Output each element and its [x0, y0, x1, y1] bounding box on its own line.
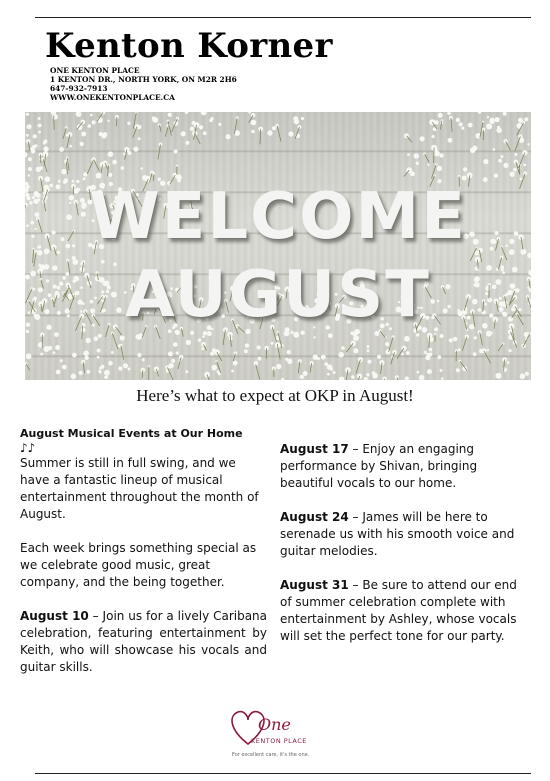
flower-blossom — [486, 124, 492, 130]
flower-blossom — [525, 372, 529, 376]
flower-blossom — [83, 172, 87, 176]
flower-blossom — [121, 166, 125, 170]
address-block — [50, 66, 237, 102]
flower-blossom — [328, 333, 333, 338]
flower-blossom — [138, 137, 141, 140]
flower-stem — [121, 346, 124, 360]
flower-blossom — [416, 162, 419, 165]
flower-blossom — [107, 120, 109, 122]
flower-stem — [165, 126, 168, 137]
event-description: – James will be here to serenade us with his smooth voice and guitar melodies. — [280, 510, 515, 558]
flower-blossom — [474, 336, 477, 339]
flower-blossom — [271, 342, 274, 345]
flower-blossom — [287, 350, 291, 354]
flower-blossom — [498, 159, 502, 163]
flower-blossom — [434, 151, 440, 157]
address-line: 1 KENTON DR., NORTH YORK, ON M2R 2H6 — [50, 75, 237, 84]
flower-blossom — [97, 349, 101, 353]
subtitle: Here’s what to expect at OKP in August! — [136, 386, 414, 405]
flower-blossom — [199, 125, 203, 129]
flower-blossom — [353, 348, 358, 353]
flower-blossom — [324, 362, 328, 366]
flower-blossom — [276, 364, 281, 369]
flower-blossom — [427, 369, 432, 374]
flower-blossom — [245, 343, 249, 347]
event-august-24 — [280, 509, 532, 560]
flower-blossom — [168, 113, 172, 117]
website-line: WWW.ONEKENTONPLACE.CA — [50, 93, 175, 102]
flower-stem — [195, 133, 200, 144]
flower-blossom — [133, 147, 138, 152]
flower-blossom — [449, 338, 453, 342]
flower-blossom — [524, 117, 528, 121]
flower-blossom — [428, 353, 432, 357]
event-august-17 — [280, 441, 532, 492]
flower-blossom — [104, 370, 110, 376]
flower-blossom — [417, 371, 420, 374]
flower-blossom — [434, 120, 438, 124]
flower-stem — [484, 351, 491, 363]
flower-blossom — [62, 365, 67, 370]
flower-blossom — [43, 140, 47, 144]
flower-stem — [63, 128, 66, 139]
flower-blossom — [86, 370, 90, 374]
flower-blossom — [181, 131, 186, 136]
flower-stem — [391, 352, 395, 364]
flower-blossom — [459, 122, 463, 126]
flower-blossom — [385, 342, 389, 346]
flower-blossom — [168, 351, 173, 356]
flower-blossom — [503, 139, 507, 143]
flower-blossom — [338, 352, 344, 358]
event-description: – Be sure to attend our end of summer celebration complete with entertainment by Ashley, whose vocals will set the perfect tone for our party. — [280, 578, 517, 643]
flower-stem — [462, 337, 467, 351]
flower-blossom — [190, 127, 194, 131]
flower-stem — [346, 343, 353, 352]
flower-stem — [67, 158, 69, 171]
flower-blossom — [301, 117, 304, 120]
flower-blossom — [473, 352, 477, 356]
flower-blossom — [185, 112, 189, 114]
flower-blossom — [201, 112, 207, 115]
flower-blossom — [101, 133, 106, 138]
flower-blossom — [468, 123, 473, 128]
flower-blossom — [142, 358, 145, 361]
flower-blossom — [248, 112, 251, 114]
event-description: – Enjoy an engaging performance by Shivan, bringing beautiful vocals to our home. — [280, 442, 478, 490]
flower-blossom — [513, 168, 517, 172]
flower-blossom — [441, 377, 444, 380]
event-description: – Join us for a lively Caribana celebration, featuring entertainment by Keith, who will showcase his vocals and guitar skills. — [20, 609, 268, 674]
flower-stem — [178, 357, 181, 369]
flower-stem — [407, 136, 412, 143]
flower-blossom — [210, 352, 214, 356]
flower-blossom — [76, 112, 82, 117]
flower-blossom — [37, 124, 40, 127]
flower-blossom — [171, 359, 175, 363]
flower-blossom — [272, 126, 276, 130]
flower-stem — [167, 367, 174, 380]
flower-blossom — [79, 371, 83, 375]
intro-paragraph: Summer is still in full swing, and we have a fantastic lineup of musical entertainment throughout the month of August. — [20, 456, 259, 521]
flower-stem — [498, 344, 503, 352]
flower-blossom — [128, 151, 132, 155]
flower-blossom — [487, 349, 489, 351]
flower-blossom — [60, 359, 63, 362]
flower-blossom — [377, 355, 381, 359]
flower-blossom — [202, 335, 205, 338]
flower-blossom — [437, 355, 441, 359]
flower-blossom — [226, 134, 231, 139]
flower-blossom — [458, 348, 461, 351]
flower-blossom — [424, 351, 427, 354]
flower-blossom — [487, 116, 489, 118]
flower-blossom — [55, 345, 60, 350]
flower-blossom — [71, 374, 77, 380]
flower-blossom — [28, 174, 30, 176]
flower-blossom — [94, 337, 99, 342]
flower-blossom — [28, 167, 32, 171]
flower-blossom — [72, 353, 77, 358]
welcome-august-banner-image — [25, 112, 531, 380]
flower-blossom — [173, 342, 178, 347]
flower-blossom — [214, 349, 220, 355]
flower-blossom — [339, 377, 344, 381]
flower-blossom — [429, 348, 433, 352]
flower-blossom — [357, 373, 362, 378]
flower-stem — [54, 116, 55, 130]
flower-blossom — [127, 122, 130, 125]
flower-blossom — [185, 141, 189, 145]
flower-blossom — [33, 134, 37, 138]
flower-blossom — [244, 349, 248, 353]
flower-stem — [451, 118, 452, 132]
flower-blossom — [366, 373, 369, 376]
flower-blossom — [293, 332, 299, 338]
flower-blossom — [127, 368, 130, 371]
logo-tagline: For excellent care, it's the one. — [232, 752, 310, 758]
flower-blossom — [251, 113, 255, 117]
flower-blossom — [176, 351, 179, 354]
flower-blossom — [330, 368, 333, 371]
flower-blossom — [140, 167, 143, 170]
flower-blossom — [92, 120, 96, 124]
flower-stem — [515, 137, 521, 152]
flower-blossom — [210, 117, 213, 120]
logo-wordmark: One — [258, 715, 291, 734]
flower-blossom — [420, 136, 425, 141]
flower-blossom — [523, 164, 526, 167]
flower-blossom — [453, 337, 457, 341]
flower-stem — [112, 333, 118, 349]
flower-blossom — [461, 127, 464, 130]
intro-paragraph-2: Each week brings something special as we celebrate good music, great company, and the being together. — [20, 541, 257, 589]
left-column — [20, 426, 267, 676]
flower-blossom — [494, 173, 498, 177]
newsletter-title: Kenton Korner — [45, 26, 333, 66]
flower-blossom — [201, 347, 204, 350]
flower-blossom — [438, 113, 443, 118]
flower-blossom — [123, 363, 128, 368]
flower-blossom — [507, 361, 510, 364]
flower-blossom — [26, 353, 32, 359]
flower-blossom — [251, 130, 255, 134]
address-line: ONE KENTON PLACE — [50, 66, 140, 75]
flower-blossom — [28, 157, 32, 161]
flower-blossom — [416, 333, 420, 337]
flower-blossom — [104, 375, 108, 379]
flower-blossom — [25, 152, 28, 157]
flower-blossom — [81, 132, 86, 137]
flower-blossom — [83, 350, 89, 356]
flower-blossom — [367, 349, 370, 352]
flower-blossom — [490, 118, 495, 123]
flower-blossom — [503, 367, 508, 372]
flower-blossom — [96, 173, 102, 179]
flower-blossom — [427, 164, 429, 166]
event-date: August 10 — [20, 609, 89, 623]
flower-stem — [87, 160, 93, 174]
flower-blossom — [470, 148, 476, 154]
flower-blossom — [456, 368, 460, 372]
flower-blossom — [80, 142, 84, 146]
flower-blossom — [152, 117, 158, 123]
flower-stem — [158, 144, 161, 159]
flower-blossom — [88, 124, 92, 128]
flower-blossom — [303, 371, 308, 376]
flower-blossom — [38, 117, 41, 120]
flower-blossom — [414, 153, 419, 158]
flower-blossom — [492, 148, 495, 151]
flower-blossom — [327, 373, 330, 376]
flower-blossom — [463, 167, 467, 171]
top-rule — [35, 17, 531, 18]
flower-blossom — [231, 370, 234, 373]
flower-blossom — [168, 363, 173, 368]
flower-stem — [434, 148, 435, 163]
flower-blossom — [186, 340, 191, 345]
flower-blossom — [86, 338, 91, 343]
flower-blossom — [98, 334, 102, 338]
flower-blossom — [501, 155, 504, 158]
flower-blossom — [118, 366, 122, 370]
flower-blossom — [385, 349, 390, 354]
flower-blossom — [479, 349, 483, 353]
flower-blossom — [367, 360, 371, 364]
flower-stem — [480, 332, 483, 345]
flower-blossom — [367, 345, 370, 348]
flower-blossom — [406, 351, 410, 355]
flower-blossom — [497, 126, 500, 129]
flower-blossom — [54, 332, 59, 337]
event-date: August 17 — [280, 442, 349, 456]
flower-stem — [277, 126, 281, 142]
flower-blossom — [495, 117, 500, 122]
flower-blossom — [503, 112, 507, 116]
flower-blossom — [174, 149, 178, 153]
flower-blossom — [401, 353, 404, 356]
flower-blossom — [251, 120, 257, 126]
flower-blossom — [333, 371, 336, 374]
flower-blossom — [520, 374, 526, 380]
flower-blossom — [317, 357, 320, 360]
flower-blossom — [404, 336, 410, 342]
flower-blossom — [429, 119, 435, 125]
logo-place-name: KENTON PLACE — [251, 737, 307, 745]
flower-blossom — [419, 375, 425, 380]
flower-blossom — [36, 167, 41, 172]
flower-blossom — [440, 369, 443, 372]
flower-blossom — [405, 376, 409, 380]
flower-blossom — [294, 119, 299, 124]
flower-blossom — [410, 172, 415, 177]
flower-blossom — [38, 131, 41, 134]
flower-blossom — [300, 375, 304, 379]
flower-blossom — [185, 370, 188, 373]
flower-blossom — [66, 134, 69, 137]
flower-blossom — [97, 356, 100, 359]
flower-blossom — [137, 353, 141, 357]
event-august-10 — [20, 608, 267, 676]
flower-blossom — [84, 356, 88, 360]
flower-blossom — [256, 345, 260, 349]
flower-blossom — [351, 375, 355, 379]
flower-blossom — [281, 378, 285, 380]
flower-blossom — [61, 169, 67, 175]
flower-blossom — [69, 145, 72, 148]
flower-stem — [26, 364, 30, 371]
flower-blossom — [26, 134, 29, 137]
flower-blossom — [203, 131, 207, 135]
flower-blossom — [509, 349, 512, 352]
flower-blossom — [364, 377, 368, 380]
banner-word-welcome: WELCOME — [89, 180, 467, 254]
flower-blossom — [111, 351, 114, 354]
bottom-rule — [35, 773, 531, 774]
flower-blossom — [478, 112, 481, 114]
flower-blossom — [198, 338, 202, 342]
flower-blossom — [257, 357, 261, 361]
phone-line: 647-932-7913 — [50, 84, 108, 93]
event-date: August 24 — [280, 510, 349, 524]
flower-blossom — [285, 358, 288, 361]
flower-blossom — [59, 147, 64, 152]
event-date: August 31 — [280, 578, 349, 592]
flower-stem — [108, 165, 109, 176]
flower-blossom — [439, 153, 443, 157]
flower-blossom — [503, 163, 508, 168]
flower-blossom — [26, 113, 29, 116]
flower-blossom — [495, 373, 501, 379]
flower-blossom — [267, 130, 272, 135]
flower-stem — [168, 121, 171, 136]
music-note-icon: ♪♪ — [20, 441, 36, 455]
flower-blossom — [515, 153, 518, 156]
banner-word-august: AUGUST — [125, 258, 431, 332]
flower-blossom — [135, 124, 140, 129]
flower-stem — [425, 154, 430, 162]
flower-blossom — [108, 151, 114, 157]
flower-blossom — [447, 112, 450, 115]
flower-blossom — [56, 370, 61, 375]
section-heading: August Musical Events at Our Home — [20, 427, 243, 440]
flower-blossom — [53, 351, 56, 354]
flower-blossom — [48, 346, 52, 350]
flower-blossom — [437, 166, 442, 171]
flower-stem — [356, 360, 360, 374]
flower-blossom — [212, 365, 218, 371]
flower-blossom — [456, 118, 460, 122]
flower-blossom — [108, 361, 113, 366]
flower-blossom — [136, 334, 142, 340]
flower-blossom — [510, 172, 515, 177]
flower-blossom — [120, 335, 125, 340]
flower-blossom — [218, 123, 221, 126]
flower-stem — [506, 141, 511, 150]
flower-blossom — [518, 134, 522, 138]
flower-blossom — [40, 353, 43, 356]
flower-blossom — [448, 138, 453, 143]
flower-blossom — [288, 131, 293, 136]
flower-stem — [256, 365, 260, 380]
event-august-31 — [280, 577, 532, 645]
flower-blossom — [341, 346, 345, 350]
flower-blossom — [350, 332, 354, 336]
flower-blossom — [483, 159, 488, 164]
flower-blossom — [423, 153, 426, 156]
flower-blossom — [43, 146, 48, 151]
flower-blossom — [98, 370, 101, 373]
flower-blossom — [27, 124, 32, 129]
flower-blossom — [440, 334, 444, 338]
flower-blossom — [407, 153, 410, 156]
flower-blossom — [313, 336, 315, 338]
flower-blossom — [432, 135, 435, 138]
flower-blossom — [90, 114, 93, 117]
flower-blossom — [108, 173, 112, 177]
right-column — [280, 441, 532, 645]
flower-blossom — [112, 160, 117, 165]
flower-stem — [94, 160, 100, 171]
flower-blossom — [527, 143, 529, 145]
flower-blossom — [103, 161, 108, 166]
flower-blossom — [372, 373, 378, 379]
flower-blossom — [99, 367, 102, 370]
flower-blossom — [321, 355, 326, 360]
